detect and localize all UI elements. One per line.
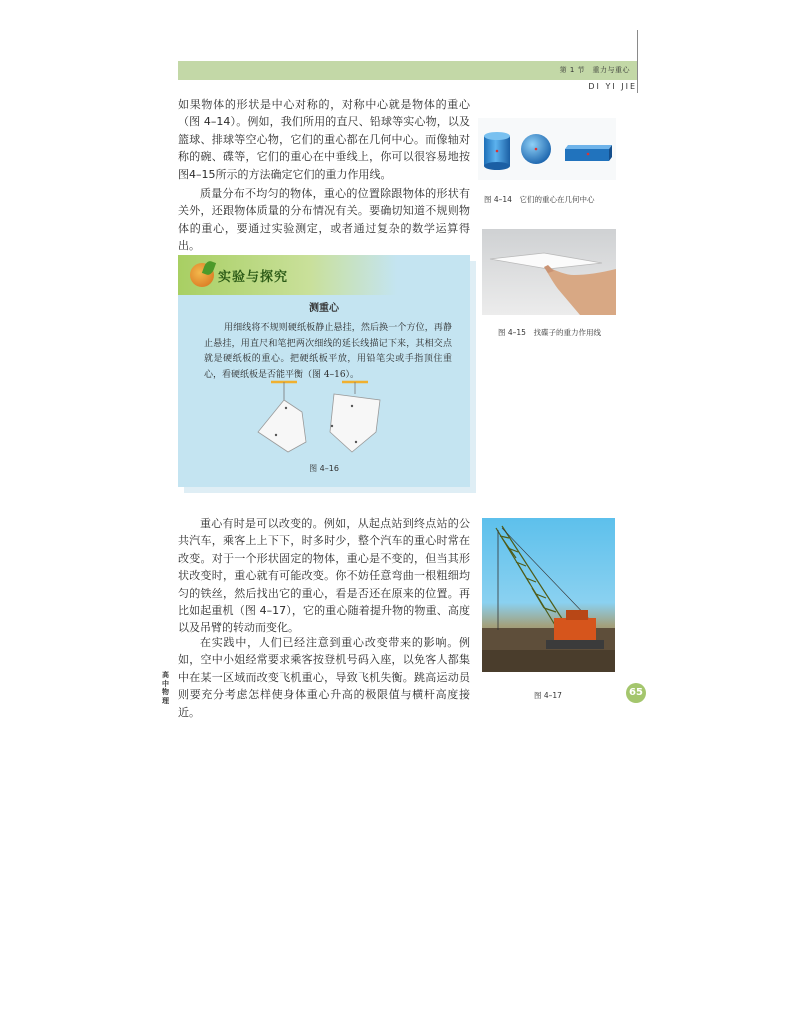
section-pinyin: DI YI JIE bbox=[588, 82, 637, 91]
paragraph-uneven-mass: 质量分布不均匀的物体，重心的位置除跟物体的形状有关外，还跟物体质量的分布情况有关。要确切知道不规则物体的重心，要通过实验测定，或者通过复杂的数学运算得出。 bbox=[178, 187, 470, 253]
paragraph-symmetric-center: 如果物体的形状是中心对称的，对称中心就是物体的重心（图 4–14）。例如，我们所用的直尺、铅球等实心物，以及篮球、排球等空心物，它们的重心都在几何中心。而像轴对称的碗、碟等，它们的重心在中垂线上，你可以很容易地按图4–15所示的方法确定它们的重力作用线。 bbox=[178, 98, 470, 181]
experiment-banner-title: 实验与探究 bbox=[218, 270, 289, 285]
experiment-subtitle: 测重心 bbox=[309, 303, 339, 314]
section-title: 第 1 节 重力与重心 bbox=[559, 66, 630, 74]
figure-4-17-caption: 图 4–17 bbox=[534, 691, 562, 700]
figure-4-14-caption: 图 4–14 它们的重心在几何中心 bbox=[484, 195, 595, 204]
crane-tracks bbox=[546, 640, 604, 649]
crane-boom bbox=[496, 526, 568, 630]
figure-4-16-caption: 图 4–16 bbox=[309, 464, 339, 473]
header-divider bbox=[637, 30, 638, 93]
plate-on-finger-photo bbox=[482, 229, 616, 315]
paragraph-center-changes: 重心有时是可以改变的。例如，从起点站到终点站的公共汽车，乘客上上下下，时多时少，整个汽车的重心时常在改变。对于一个形状固定的物体，重心是不变的，但当其形状改变时，重心就有可能改变。你不妨任意弯曲一根粗细均匀的铁丝，然后找出它的重心，看是否还在原来的位置。再比如起重机（图 4–17），它的重心随着提升物的物重、高度以及吊臂的转动而变化。 bbox=[178, 517, 470, 635]
figure-4-15-caption: 图 4–15 找碟子的重力作用线 bbox=[498, 328, 601, 337]
cardboard-right bbox=[330, 394, 380, 452]
paragraph-practical-effects: 在实践中，人们已经注意到重心改变带来的影响。例如，空中小姐经常要求乘客按登机号码入座，以免客人都集中在某一区域而改变飞机重心，导致飞机失衡。跳高运动员则要充分考虑怎样使身体重心升高的极限值与横杆高度接近。 bbox=[178, 636, 470, 719]
experiment-box bbox=[178, 255, 470, 487]
experiment-instructions: 用细线将不规则硬纸板静止悬挂，然后换一个方位，再静止悬挂，用直尺和笔把两次细线的延长线描记下来，其相交点就是硬纸板的重心。把硬纸板平放，用铅笔尖或手指顶住重心，看硬纸板是否能平衡（图 4–16）。 bbox=[204, 323, 452, 380]
crane-cab bbox=[554, 618, 596, 640]
page-number-badge: 65 bbox=[626, 683, 646, 703]
cardboard-figure bbox=[248, 380, 408, 460]
box-shape bbox=[565, 145, 612, 161]
sphere-shape bbox=[521, 134, 551, 164]
cylinder-shape bbox=[484, 132, 510, 170]
hand-shape bbox=[544, 267, 616, 315]
cardboard-left bbox=[258, 400, 306, 452]
crane-photo bbox=[482, 518, 615, 672]
side-label: 高中物理 bbox=[162, 671, 169, 705]
geometric-solids-figure bbox=[478, 118, 616, 180]
